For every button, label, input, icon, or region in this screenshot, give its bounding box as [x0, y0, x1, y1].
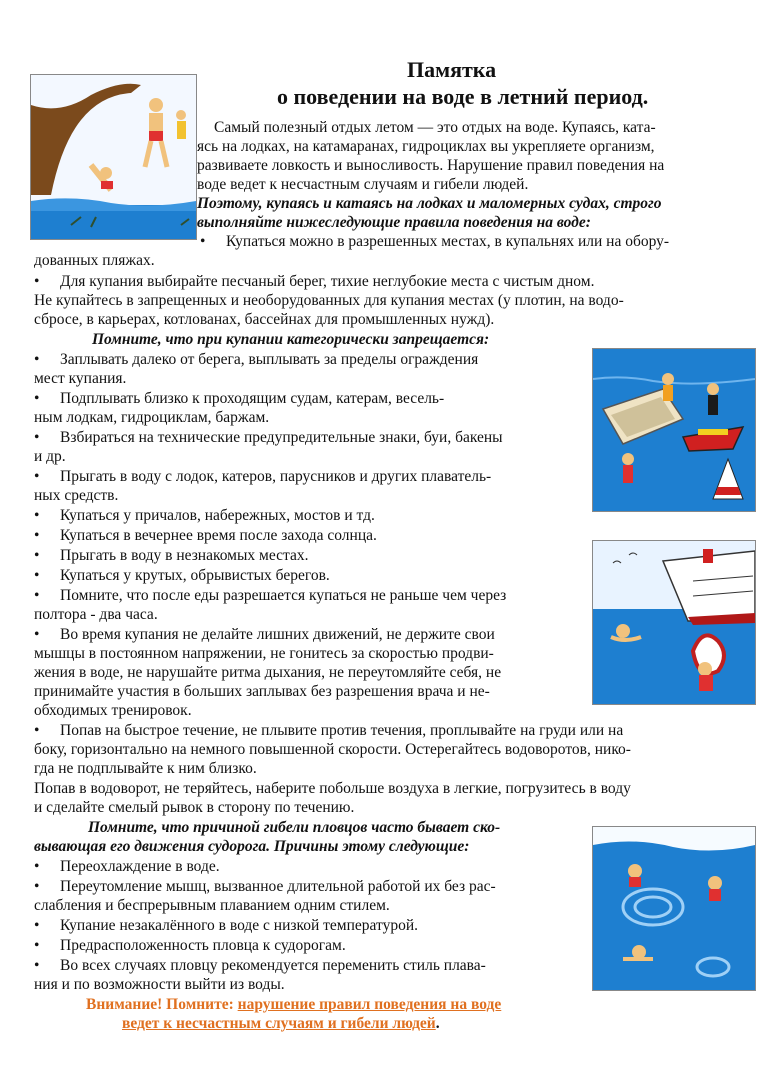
illustration-kids-jumping — [30, 74, 197, 240]
forbidden-item-4-a: • Прыгать в воду с лодок, катеров, парусников и других плаватель- — [60, 467, 491, 486]
cramp-cause-2-b: слабления и беспрерывным плаванием одним стилем. — [34, 897, 390, 914]
title-line-2: о поведении на воде в летний период. — [277, 84, 649, 109]
intro-line-4: воде ведет к несчастным случаям и гибели людей. — [197, 176, 529, 193]
forbidden-item-11-c: гда не подплывайте к ним близко. — [34, 760, 257, 777]
rule-allowed-places-1: • Купаться можно в разрешенных местах, в купальнях или на обору- — [226, 232, 669, 251]
forbidden-item-4-b: ных средств. — [34, 487, 119, 504]
footer-warning-2: ведет к несчастным случаям и гибели людей — [122, 1015, 436, 1032]
intro-line-1: Самый полезный отдых летом — это отдых на воде. Купаясь, ката- — [214, 119, 656, 136]
cramp-heading-2: вывающая его движения судорога. Причины этому следующие: — [34, 838, 470, 855]
rule-no-forbidden-1: Не купайтесь в запрещенных и необорудованных для купания местах (у плотин, на водо- — [34, 292, 624, 309]
cramp-cause-5-b: ния и по возможности выйти из воды. — [34, 976, 285, 993]
cramp-cause-1: • Переохлаждение в воде. — [60, 857, 220, 876]
cramp-cause-2-a: • Переутомление мышц, вызванное длительной работой их без рас- — [60, 877, 496, 896]
illustration-whirlpool — [592, 826, 756, 991]
forbidden-item-10-c: жения в воде, не нарушайте ритма дыхания, не переутомляйте себя, не — [34, 664, 502, 681]
cramp-cause-3: • Купание незакалённого в воде с низкой температурой. — [60, 916, 418, 935]
forbidden-item-9-a: • Помните, что после еды разрешается купаться не раньше чем через — [60, 586, 506, 605]
forbidden-item-9-b: полтора - два часа. — [34, 606, 158, 623]
intro-line-2: ясь на лодках, на катамаранах, гидроциклах вы укрепляете организм, — [197, 138, 655, 155]
forbidden-item-3-b: и др. — [34, 448, 66, 465]
cramp-cause-5-a: • Во всех случаях пловцу рекомендуется переменить стиль плава- — [60, 956, 486, 975]
forbidden-item-2-b: ным лодкам, гидроциклам, баржам. — [34, 409, 270, 426]
forbidden-item-6: • Купаться в вечернее время после захода солнца. — [60, 526, 377, 545]
illustration-ship-swimmer — [592, 540, 756, 705]
forbidden-item-3-a: • Взбираться на технические предупредительные знаки, буи, бакены — [60, 428, 503, 447]
forbidden-item-11-b: боку, горизонтально на немного повышенной скорости. Остерегайтесь водоворотов, нико- — [34, 741, 631, 758]
footer-line-2 — [122, 1014, 440, 1033]
intro-line-3: развиваете ловкость и выносливость. Нарушение правил поведения на — [197, 157, 665, 174]
forbidden-item-5: • Купаться у причалов, набережных, мостов и тд. — [60, 506, 375, 525]
intro-bold-line-2: выполняйте нижеследующие правила поведения на воде: — [197, 214, 591, 231]
intro-bold-line-1: Поэтому, купаясь и катаясь на лодках и маломерных судах, строго — [197, 195, 662, 212]
title-line-1: Памятка — [407, 57, 497, 82]
cramp-cause-4: • Предрасположенность пловца к судорогам. — [60, 936, 346, 955]
rule-no-forbidden-2: сбросе, в карьерах, котлованах, бассейнах для промышленных нужд). — [34, 311, 495, 328]
footer-warning-1: нарушение правил поведения на воде — [237, 996, 502, 1013]
forbidden-item-10-a: • Во время купания не делайте лишних движений, не держите свои — [60, 625, 495, 644]
forbidden-item-10-b: мышцы в постоянном напряжении, не гонитесь за скоростью продви- — [34, 645, 494, 662]
forbidden-item-11-a: • Попав на быстрое течение, не плывите против течения, проплывайте на груди или на — [60, 721, 623, 740]
footer-line-1 — [86, 995, 501, 1014]
forbidden-item-8: • Купаться у крутых, обрывистых берегов. — [60, 566, 330, 585]
forbidden-item-7: • Прыгать в воду в незнакомых местах. — [60, 546, 308, 565]
rule-sandy-shore: • Для купания выбирайте песчаный берег, тихие неглубокие места с чистым дном. — [60, 272, 594, 291]
illustration-boats-jetski — [592, 348, 756, 512]
footer-period: . — [435, 1015, 440, 1032]
forbidden-item-1-b: мест купания. — [34, 370, 127, 387]
forbidden-heading: Помните, что при купании категорически запрещается: — [92, 331, 490, 348]
rule-allowed-places-2: дованных пляжах. — [34, 252, 155, 269]
forbidden-item-10-e: обходимых тренировок. — [34, 702, 192, 719]
whirlpool-line-2: и сделайте смелый рывок в сторону по течению. — [34, 799, 355, 816]
forbidden-item-1-a: • Заплывать далеко от берега, выплывать за пределы ограждения — [60, 350, 478, 369]
cramp-heading-1: Помните, что причиной гибели пловцов часто бывает ско- — [88, 819, 501, 836]
footer-prefix: Внимание! Помните: — [86, 996, 238, 1013]
whirlpool-line-1: Попав в водоворот, не теряйтесь, наберите побольше воздуха в легкие, погрузитесь в воду — [34, 780, 631, 797]
forbidden-item-10-d: принимайте участия в больших заплывах без разрешения врача и не- — [34, 683, 490, 700]
forbidden-item-2-a: • Подплывать близко к проходящим судам, катерам, весель- — [60, 389, 444, 408]
